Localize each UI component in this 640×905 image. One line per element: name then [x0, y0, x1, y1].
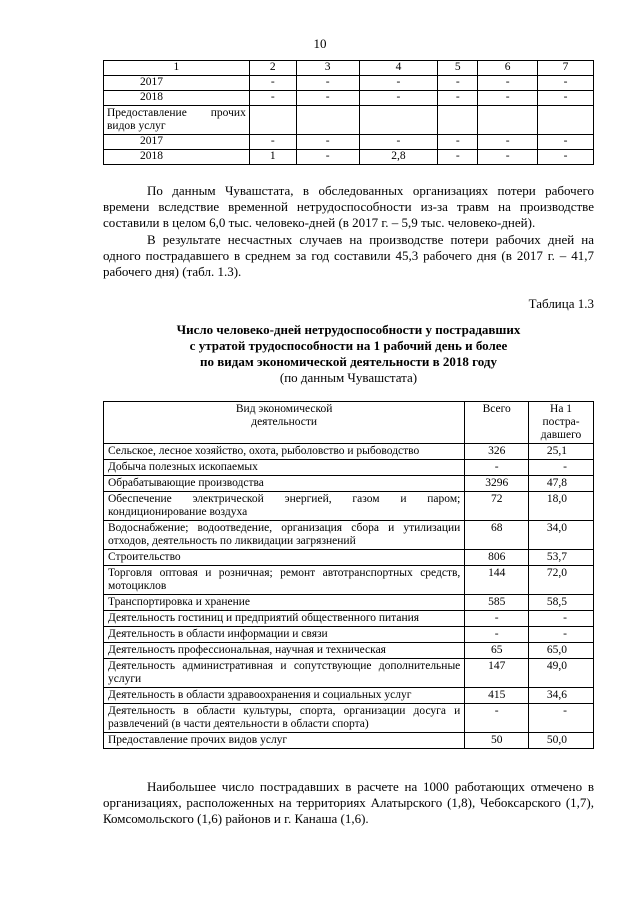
- paragraph-victims-per-1000: Наибольшее число пострадавших в расчете на 1000 работающих отмечено в организациях, расположенных на территориях Алатырского (1,8), Чебоксарского (1,7), Комсомольского (1,6) районов и г. Канаша (1,6).: [103, 779, 594, 826]
- header-cell: 3: [296, 61, 359, 76]
- header-cell: 5: [438, 61, 478, 76]
- per-victim-cell: 50,0: [529, 733, 594, 749]
- page-number: 10: [313, 36, 327, 51]
- total-cell: -: [465, 460, 529, 476]
- total-cell: 3296: [465, 476, 529, 492]
- activity-cell: Транспортировка и хранение: [104, 595, 465, 611]
- year-cell: 2017: [104, 135, 250, 150]
- table-row: [104, 91, 594, 106]
- activity-cell: Обрабатывающие производства: [104, 476, 465, 492]
- per-victim-cell: 25,1: [529, 444, 594, 460]
- year-cell: 2018: [104, 150, 250, 165]
- table-row: [104, 521, 594, 550]
- activity-cell: Сельское, лесное хозяйство, охота, рыболовство и рыбоводство: [104, 444, 465, 460]
- header-per-victim-line1: На 1 постра-: [542, 403, 580, 428]
- paragraph-lost-workdays: По данным Чувашстата, в обследованных организациях потери рабочего времени вследствие временной нетрудоспособности из-за травм на производстве составили в целом 6,0 тыс. человеко-дней (в 2017 г. – 5,9 тыс. человеко-дней).: [103, 183, 594, 230]
- table-row: [104, 150, 594, 165]
- total-cell: -: [465, 627, 529, 643]
- table-cell: -: [538, 150, 594, 165]
- header-activity: [104, 402, 465, 444]
- per-victim-cell: 53,7: [529, 550, 594, 566]
- table-section-row: [104, 106, 594, 135]
- activity-cell: Деятельность гостиниц и предприятий общественного питания: [104, 611, 465, 627]
- activity-cell: Деятельность в области информации и связи: [104, 627, 465, 643]
- table-cell: -: [538, 135, 594, 150]
- total-cell: 147: [465, 659, 529, 688]
- header-activity-line2: деятельности: [251, 416, 318, 428]
- header-cell: 2: [249, 61, 296, 76]
- table-cell: -: [296, 91, 359, 106]
- table-cell: -: [296, 150, 359, 165]
- table-title-line: по видам экономической деятельности в 2018 году: [200, 354, 497, 369]
- table-cell: -: [478, 76, 538, 91]
- activity-cell: Добыча полезных ископаемых: [104, 460, 465, 476]
- per-victim-cell: 47,8: [529, 476, 594, 492]
- workdays-table: [103, 401, 594, 749]
- header-total: Всего: [465, 402, 529, 444]
- total-cell: -: [465, 611, 529, 627]
- per-victim-cell: 72,0: [529, 566, 594, 595]
- table-source: (по данным Чувашстата): [279, 370, 418, 385]
- empty-cell: [296, 106, 359, 135]
- table-row: [104, 550, 594, 566]
- activity-cell: Водоснабжение; водоотведение, организация сбора и утилизации отходов, деятельность по ликвидации загрязнений: [104, 521, 465, 550]
- total-cell: 326: [465, 444, 529, 460]
- section-label-cell: [104, 106, 250, 135]
- per-victim-cell: -: [529, 460, 594, 476]
- table-cell: -: [249, 91, 296, 106]
- table-header-row: [104, 402, 594, 444]
- activity-cell: Деятельность административная и сопутствующие дополнительные услуги: [104, 659, 465, 688]
- table-cell: -: [359, 135, 438, 150]
- total-cell: 144: [465, 566, 529, 595]
- table-cell: -: [359, 76, 438, 91]
- year-cell: 2018: [104, 91, 250, 106]
- table-row: [104, 595, 594, 611]
- table-row: [104, 476, 594, 492]
- table-cell: 1: [249, 150, 296, 165]
- per-victim-cell: 34,0: [529, 521, 594, 550]
- header-activity-line1: Вид экономической: [235, 403, 333, 415]
- per-victim-cell: 65,0: [529, 643, 594, 659]
- table-cell: -: [478, 150, 538, 165]
- section-label-line1: Предоставление прочих: [107, 107, 246, 119]
- table-cell: -: [249, 76, 296, 91]
- header-per-victim-line2: давшего: [540, 429, 582, 441]
- table-row: [104, 733, 594, 749]
- header-cell: 1: [104, 61, 250, 76]
- paragraph-avg-days-per-victim: В результате несчастных случаев на производстве потери рабочих дней на одного пострадавшего в среднем за год составили 45,3 рабочего дня (в 2017 г. – 41,7 рабочего дня) (табл. 1.3).: [103, 232, 594, 279]
- table-label: Таблица 1.3: [528, 296, 594, 311]
- table-row: [104, 566, 594, 595]
- per-victim-cell: 34,6: [529, 688, 594, 704]
- total-cell: 65: [465, 643, 529, 659]
- activity-cell: Предоставление прочих видов услуг: [104, 733, 465, 749]
- table-row: [104, 627, 594, 643]
- empty-cell: [359, 106, 438, 135]
- activity-cell: Торговля оптовая и розничная; ремонт автотранспортных средств, мотоциклов: [104, 566, 465, 595]
- table-cell: -: [538, 91, 594, 106]
- empty-cell: [478, 106, 538, 135]
- table-row: [104, 76, 594, 91]
- per-victim-cell: -: [529, 704, 594, 733]
- total-cell: 72: [465, 492, 529, 521]
- table-cell: -: [438, 76, 478, 91]
- total-cell: 585: [465, 595, 529, 611]
- section-label-line2: видов услуг: [107, 120, 166, 132]
- table-cell: -: [478, 135, 538, 150]
- activity-cell: Деятельность в области здравоохранения и социальных услуг: [104, 688, 465, 704]
- header-per-victim: [529, 402, 594, 444]
- activity-cell: Строительство: [104, 550, 465, 566]
- table-cell: -: [438, 91, 478, 106]
- table-cell: 2,8: [359, 150, 438, 165]
- table-body: [104, 444, 594, 749]
- empty-cell: [438, 106, 478, 135]
- per-victim-cell: -: [529, 627, 594, 643]
- per-victim-cell: 49,0: [529, 659, 594, 688]
- per-victim-cell: -: [529, 611, 594, 627]
- continued-table: [103, 60, 594, 165]
- table-cell: -: [296, 76, 359, 91]
- total-cell: -: [465, 704, 529, 733]
- table-row: [104, 460, 594, 476]
- table-cell: -: [249, 135, 296, 150]
- table-row: [104, 704, 594, 733]
- table-row: [104, 444, 594, 460]
- table-title-line: с утратой трудоспособности на 1 рабочий день и более: [189, 338, 508, 353]
- table-row: [104, 611, 594, 627]
- table-row: [104, 492, 594, 521]
- activity-cell: Деятельность профессиональная, научная и техническая: [104, 643, 465, 659]
- table-cell: -: [478, 91, 538, 106]
- empty-cell: [538, 106, 594, 135]
- table-cell: -: [438, 135, 478, 150]
- table-cell: -: [538, 76, 594, 91]
- table-cell: -: [296, 135, 359, 150]
- total-cell: 68: [465, 521, 529, 550]
- per-victim-cell: 18,0: [529, 492, 594, 521]
- table-title: [103, 322, 594, 386]
- table-header-row: [104, 61, 594, 76]
- header-cell: 6: [478, 61, 538, 76]
- header-cell: 7: [538, 61, 594, 76]
- table-cell: -: [359, 91, 438, 106]
- per-victim-cell: 58,5: [529, 595, 594, 611]
- header-cell: 4: [359, 61, 438, 76]
- total-cell: 50: [465, 733, 529, 749]
- table-row: [104, 659, 594, 688]
- table-row: [104, 135, 594, 150]
- table-row: [104, 643, 594, 659]
- table-title-line: Число человеко-дней нетрудоспособности у пострадавших: [176, 322, 521, 337]
- empty-cell: [249, 106, 296, 135]
- year-cell: 2017: [104, 76, 250, 91]
- total-cell: 415: [465, 688, 529, 704]
- table-cell: -: [438, 150, 478, 165]
- activity-cell: Обеспечение электрической энергией, газом и паром; кондиционирование воздуха: [104, 492, 465, 521]
- activity-cell: Деятельность в области культуры, спорта, организации досуга и развлечений (в части деятельности в области спорта): [104, 704, 465, 733]
- table-row: [104, 688, 594, 704]
- total-cell: 806: [465, 550, 529, 566]
